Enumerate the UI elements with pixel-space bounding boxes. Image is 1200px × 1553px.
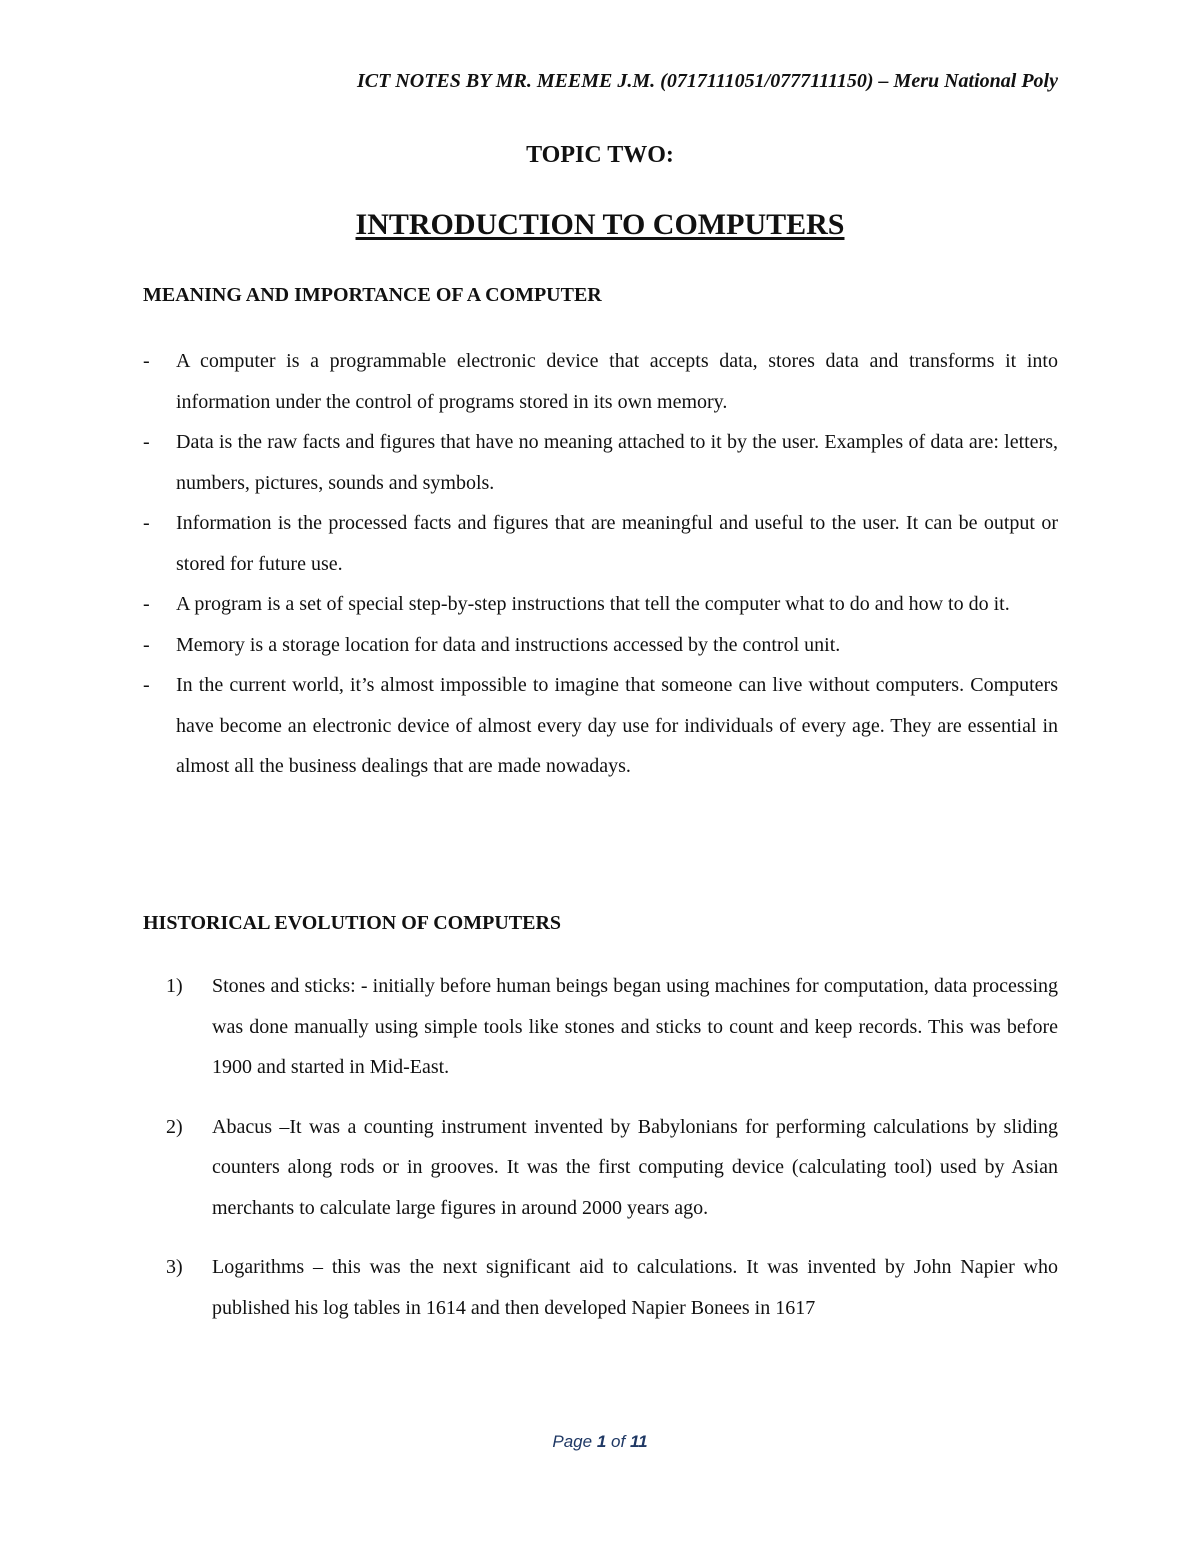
numbered-item [166,1247,1058,1328]
section-heading-history: HISTORICAL EVOLUTION OF COMPUTERS [143,912,562,934]
bullet-dash: - [143,593,150,615]
page-title: INTRODUCTION TO COMPUTERS [355,208,845,241]
history-numbered-list [166,966,1058,1347]
bullet-text: A computer is a programmable electronic device that accepts data, stores data and transforms it into information under the control of programs stored in its own memory. [176,350,1058,413]
numbered-item [166,966,1058,1088]
numbered-item [166,1107,1058,1229]
bullet-dash: - [143,674,150,696]
meaning-bullet-list [143,341,1058,787]
bullet-text: In the current world, it’s almost impossible to imagine that someone can live without computers. Computers have become an electronic device of almost every day use for individuals of every age. They are essential in almost all the business dealings that are made nowadays. [176,674,1058,777]
bullet-text: Memory is a storage location for data and instructions accessed by the control unit. [176,633,841,656]
bullet-item [143,341,1058,422]
bullet-item [143,422,1058,503]
item-text: Abacus –It was a counting instrument invented by Babylonians for performing calculations by sliding counters along rods or in grooves. It was the first computing device (calculating tool) used by Asian merchants to calculate large figures in around 2000 years ago. [212,1115,1058,1219]
bullet-dash: - [143,512,150,534]
section-heading-meaning: MEANING AND IMPORTANCE OF A COMPUTER [143,284,602,306]
item-number: 3) [166,1256,183,1278]
page-header: ICT NOTES BY MR. MEEME J.M. (0717111051/0777111150) – Meru National Poly [356,70,1058,92]
bullet-item [143,503,1058,584]
bullet-text: Information is the processed facts and figures that are meaningful and useful to the user. It can be output or stored for future use. [176,512,1058,575]
item-text: Stones and sticks: - initially before human beings began using machines for computation, data processing was done manually using simple tools like stones and sticks to count and keep records. This was before 1900 and started in Mid-East. [212,975,1058,1078]
bullet-text: Data is the raw facts and figures that have no meaning attached to it by the user. Examples of data are: letters, numbers, pictures, sounds and symbols. [176,431,1058,494]
bullet-dash: - [143,431,150,453]
topic-label: TOPIC TWO: [526,142,674,168]
footer-page-word: Page [552,1432,593,1451]
bullet-item [143,665,1058,787]
item-number: 1) [166,975,183,997]
bullet-item [143,625,1058,666]
footer-of-word: of [611,1432,626,1451]
bullet-dash: - [143,633,150,656]
item-number: 2) [166,1115,183,1138]
bullet-text: A program is a set of special step-by-step instructions that tell the computer what to do and how to do it. [176,593,1010,615]
page-footer [0,1432,1200,1452]
bullet-dash: - [143,350,150,372]
footer-current-page: 1 [596,1432,607,1451]
footer-total-pages: 11 [629,1432,648,1451]
bullet-item [143,584,1058,625]
item-text: Logarithms – this was the next significant aid to calculations. It was invented by John Napier who published his log tables in 1614 and then developed Napier Bonees in 1617 [212,1256,1058,1319]
